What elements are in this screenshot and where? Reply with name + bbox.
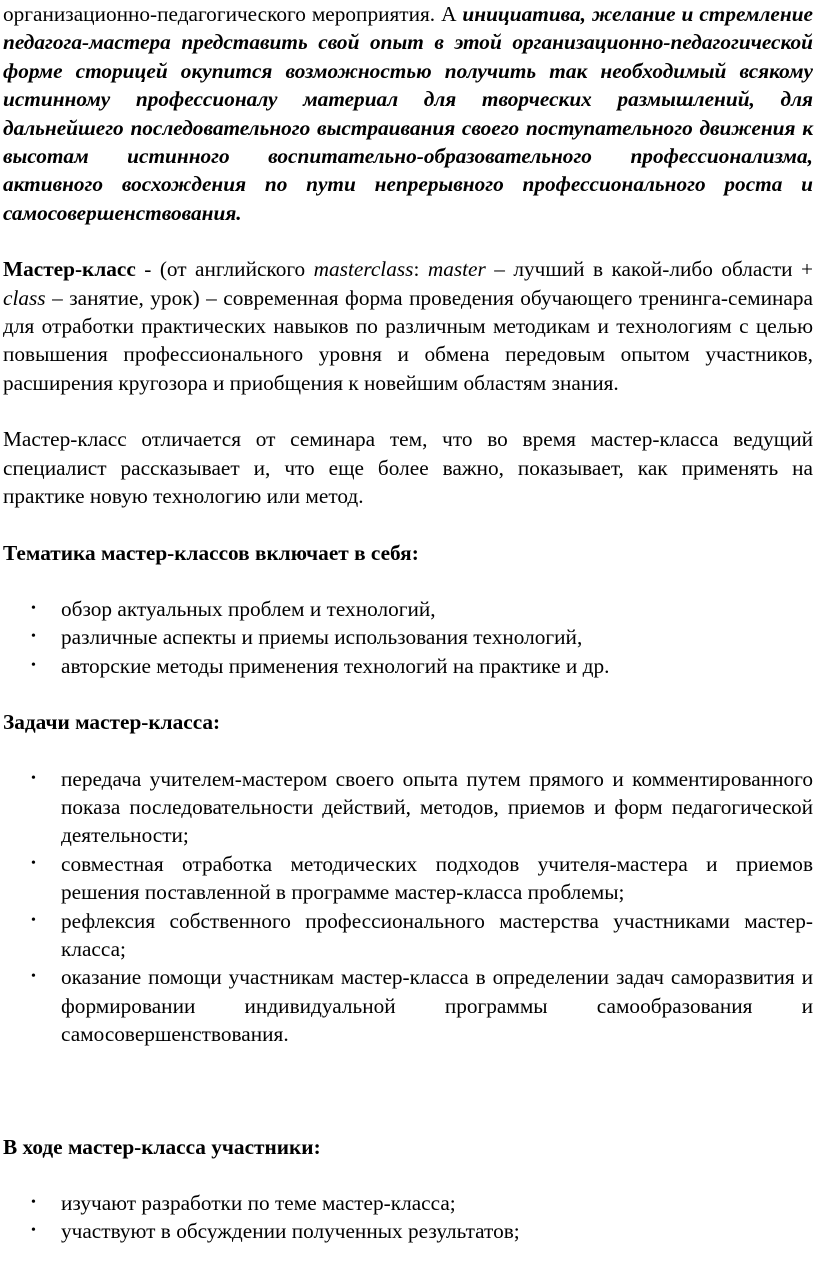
definition-part4: – занятие, урок) – современная форма проведения обучающего тренинга-семинара для отработки практических навыков по различным методикам и технологиям с целью повышения профессионального уровня и обмена передовым опытом участников, расширения кругозора и приобщения к новейшим областям знания.	[3, 285, 813, 395]
intro-paragraph	[3, 0, 813, 227]
difference-paragraph: Мастер-класс отличается от семинара тем, что во время мастер-класса ведущий специалист рассказывает и, что еще более важно, показывает, как применять на практике новую технологию или метод.	[3, 427, 813, 509]
bullet-icon: •	[31, 770, 36, 786]
definition-word-masterclass: masterclass	[313, 257, 414, 282]
spacer	[3, 511, 813, 539]
list-item-text: различные аспекты и приемы использования технологий,	[61, 625, 583, 650]
list-item-text: участвуют в обсуждении полученных результатов;	[61, 1219, 520, 1244]
definition-term: Мастер-класс	[3, 257, 136, 282]
bullet-icon: •	[31, 969, 36, 985]
bullet-icon: •	[31, 629, 36, 645]
list-item-text: авторские методы применения технологий на практике и др.	[61, 653, 610, 678]
list-item	[3, 1189, 813, 1217]
list-item	[3, 1217, 813, 1245]
list-item	[3, 907, 813, 964]
bullet-icon: •	[31, 1223, 36, 1239]
spacer	[3, 567, 813, 595]
bullet-icon: •	[31, 600, 36, 616]
list-item	[3, 850, 813, 907]
intro-emphasis: инициатива, желание и стремление педагога-мастера представить свой опыт в этой организационно-педагогической форме сторицей окупится возможностью получить так необходимый всякому истинному профессионалу материал для творческих размышлений, для дальнейшего последовательного выстраивания своего поступательного движения к высотам истинного воспитательно-образовательного профессионализма, активного восхождения по пути непрерывного профессионального роста и самосовершенствования.	[3, 2, 813, 225]
list-item-text: передача учителем-мастером своего опыта путем прямого и комментированного показа последовательности действий, методов, приемов и форм педагогической деятельности;	[61, 766, 813, 848]
list-item	[3, 963, 813, 1048]
list-item-text: совместная отработка методических подходов учителя-мастера и приемов решения поставленной в программе мастер-класса проблемы;	[61, 851, 813, 905]
spacer	[3, 1105, 813, 1133]
list-item	[3, 765, 813, 850]
spacer	[3, 1161, 813, 1189]
definition-part2: :	[413, 257, 428, 282]
list-item	[3, 595, 813, 623]
bullet-icon: •	[31, 855, 36, 871]
spacer	[3, 737, 813, 765]
spacer	[3, 680, 813, 708]
list-item	[3, 623, 813, 651]
list-item-text: оказание помощи участникам мастер-класса в определении задач саморазвития и формировании индивидуальной программы самообразования и самосовершенствования.	[61, 965, 813, 1047]
list-item-text: рефлексия собственного профессионального мастерства участниками мастер-класса;	[61, 908, 813, 961]
list-item-text: обзор актуальных проблем и технологий,	[61, 596, 436, 621]
definition-part3: – лучший в какой-либо области +	[485, 257, 813, 282]
intro-lead: организационно-педагогического мероприятия. А	[3, 2, 463, 26]
list-item	[3, 652, 813, 680]
participants-list	[3, 1189, 813, 1246]
definition-part1: - (от английского	[135, 257, 314, 282]
tasks-list	[3, 765, 813, 1049]
participants-heading: В ходе мастер-класса участники:	[3, 1134, 321, 1159]
list-item-text: изучают разработки по теме мастер-класса;	[61, 1191, 456, 1215]
bullet-icon: •	[31, 912, 36, 928]
spacer	[3, 1049, 813, 1105]
tasks-heading: Задачи мастер-класса:	[3, 710, 221, 735]
spacer	[3, 227, 813, 255]
topics-list	[3, 595, 813, 680]
bullet-icon: •	[31, 1195, 36, 1210]
definition-word-class: class	[3, 285, 46, 310]
definition-word-master: master	[427, 257, 486, 282]
definition-paragraph	[3, 255, 813, 397]
topics-heading: Тематика мастер-классов включает в себя:	[3, 540, 419, 565]
bullet-icon: •	[31, 657, 36, 673]
spacer	[3, 397, 813, 425]
